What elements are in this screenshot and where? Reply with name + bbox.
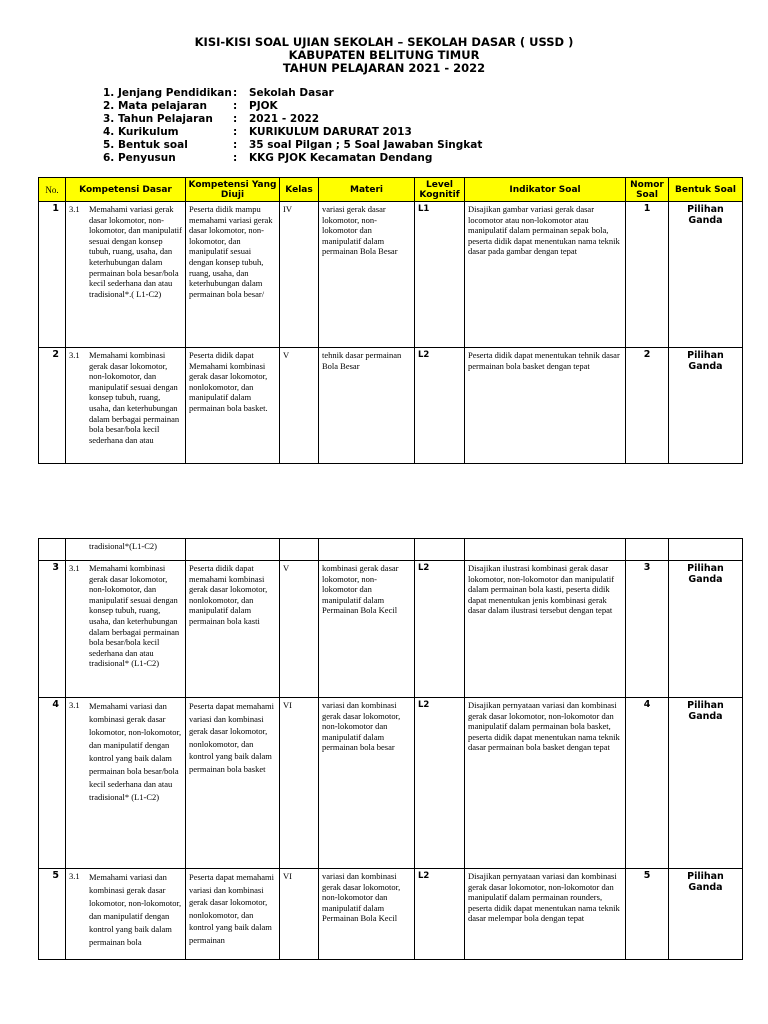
cell-nomor (626, 539, 669, 561)
header-materi: Materi (319, 178, 415, 202)
cell-nomor: 1 (626, 202, 669, 348)
cell-level: L2 (415, 561, 465, 698)
cell-level: L2 (415, 869, 465, 960)
cell-nomor: 2 (626, 348, 669, 464)
header-bentuk-soal: Bentuk Soal (669, 178, 743, 202)
info-label: 2. Mata pelajaran (103, 100, 207, 112)
cell-no (39, 539, 66, 561)
info-row-tahun (103, 113, 482, 126)
cell-kelas (280, 539, 319, 561)
cell-nomor: 3 (626, 561, 669, 698)
info-row-bentuk-soal (103, 139, 482, 152)
cell-no: 4 (39, 698, 66, 869)
cell-bentuk: Pilihan Ganda (669, 202, 743, 348)
cell-no: 3 (39, 561, 66, 698)
kd-code: 3.1 (69, 350, 80, 360)
table-row (39, 698, 743, 869)
document-info-list (103, 87, 482, 165)
cell-materi: variasi gerak dasar lokomotor, non-lokomotor dan manipulatif dalam permainan Bola Besar (319, 202, 415, 348)
cell-kompetensi-diuji: Peserta didik dapat memahami kombinasi gerak dasar lokomotor, nonlokomotor, dan manipulatif dalam permainan bola kasti (186, 561, 280, 698)
cell-materi: kombinasi gerak dasar lokomotor, non-lokomotor dan manipulatif dalam Permainan Bola Kecil (319, 561, 415, 698)
kisi-kisi-table-page-1 (38, 177, 743, 464)
cell-level: L2 (415, 698, 465, 869)
header-indikator-soal: Indikator Soal (465, 178, 626, 202)
cell-kompetensi-diuji: Peserta didik mampu memahami variasi gerak dasar lokomotor, non-lokomotor, dan manipulatif sesuai dengan konsep tubuh, ruang, usaha, dan keterhubungan dalam permainan bola besar/ (186, 202, 280, 348)
kd-text: Memahami variasi gerak dasar lokomotor, non-lokomotor, dan manipulatif sesuai dengan konsep tubuh, ruang, usaha, dan keterhubungan dalam permainan bola besar/bola kecil sederhana dan atau tradisional*.( L1-C2) (89, 204, 182, 299)
cell-indikator (465, 539, 626, 561)
cell-kelas: VI (280, 698, 319, 869)
cell-kompetensi-dasar (66, 202, 186, 348)
cell-kompetensi-dasar (66, 561, 186, 698)
table-row (39, 348, 743, 464)
kd-text: Memahami kombinasi gerak dasar lokomotor, non-lokomotor, dan manipulatif sesuai dengan konsep tubuh, ruang, usaha, dan keterhubungan dalam berbagai permainan bola besar/bola kecil sederhana dan atau (89, 350, 180, 445)
header-kompetensi-diuji: Kompetensi Yang Diuji (186, 178, 280, 202)
cell-no: 1 (39, 202, 66, 348)
cell-materi (319, 539, 415, 561)
kisi-kisi-table-page-2 (38, 538, 743, 960)
cell-kompetensi-dasar (66, 869, 186, 960)
cell-bentuk: Pilihan Ganda (669, 869, 743, 960)
cell-indikator: Disajikan ilustrasi kombinasi gerak dasar lokomotor, non-lokomotor dan manipulatif dalam permainan bola kasti, peserta didik dapat menentukan jenis kombinasi gerak dasar dalam ilustrasi tersebut dengan tepat (465, 561, 626, 698)
info-label: 1. Jenjang Pendidikan (103, 87, 232, 99)
cell-kompetensi-diuji: Peserta didik dapat Memahami kombinasi gerak dasar lokomotor, nonlokomotor, dan manipulatif dalam permainan bola basket. (186, 348, 280, 464)
cell-indikator: Disajikan pernyataan variasi dan kombinasi gerak dasar lokomotor, non-lokomotor dan manipulatif dalam permainan rounders, peserta didik dapat menentukan nama teknik dasar melempar bola dengan tepat (465, 869, 626, 960)
info-row-mapel (103, 100, 482, 113)
cell-level: L2 (415, 348, 465, 464)
info-value: Sekolah Dasar (249, 87, 334, 99)
kd-code: 3.1 (69, 204, 80, 214)
cell-materi: variasi dan kombinasi gerak dasar lokomotor, non-lokomotor dan manipulatif dalam permainan bola besar (319, 698, 415, 869)
info-colon: : (233, 100, 238, 112)
cell-level: L1 (415, 202, 465, 348)
continuation-row (39, 539, 743, 561)
cell-kelas: VI (280, 869, 319, 960)
cell-indikator: Disajikan gambar variasi gerak dasar locomotor atau non-lokomotor atau manipulatif dalam permainan sepak bola, peserta didik dapat menentukan nama teknik dasar pada gambar dengan tepat (465, 202, 626, 348)
cell-nomor: 5 (626, 869, 669, 960)
kd-code: 3.1 (69, 700, 80, 710)
kd-text-continuation: tradisional*(L1-C2) (89, 541, 157, 551)
info-label: 5. Bentuk soal (103, 139, 188, 151)
info-value: 2021 - 2022 (249, 113, 320, 125)
info-value: 35 soal Pilgan ; 5 Soal Jawaban Singkat (249, 139, 483, 151)
table-row (39, 561, 743, 698)
info-row-penyusun (103, 152, 482, 165)
cell-kompetensi-diuji: Peserta dapat memahami variasi dan kombinasi gerak dasar lokomotor, nonlokomotor, dan kontrol yang baik dalam permainan (186, 869, 280, 960)
info-row-jenjang (103, 87, 482, 100)
cell-kompetensi-dasar (66, 348, 186, 464)
document-title-line-3: TAHUN PELAJARAN 2021 - 2022 (282, 61, 486, 75)
cell-kompetensi-diuji (186, 539, 280, 561)
cell-level (415, 539, 465, 561)
cell-bentuk (669, 539, 743, 561)
kd-code: 3.1 (69, 563, 80, 573)
kd-code: 3.1 (69, 871, 80, 881)
info-colon: : (233, 87, 238, 99)
header-kelas: Kelas (280, 178, 319, 202)
cell-kelas: V (280, 561, 319, 698)
cell-materi: tehnik dasar permainan Bola Besar (319, 348, 415, 464)
document-title-line-1: KISI-KISI SOAL UJIAN SEKOLAH – SEKOLAH DASAR ( USSD ) (194, 35, 574, 49)
table-header-row (39, 178, 743, 202)
cell-indikator: Peserta didik dapat menentukan tehnik dasar permainan bola basket dengan tepat (465, 348, 626, 464)
document-title-line-2: KABUPATEN BELITUNG TIMUR (288, 48, 480, 62)
cell-no: 5 (39, 869, 66, 960)
cell-bentuk: Pilihan Ganda (669, 698, 743, 869)
header-level-kognitif: Level Kognitif (415, 178, 465, 202)
cell-kelas: V (280, 348, 319, 464)
cell-kompetensi-dasar (66, 539, 186, 561)
info-value: KURIKULUM DARURAT 2013 (249, 126, 412, 138)
info-value: PJOK (249, 100, 278, 112)
table-row (39, 869, 743, 960)
kd-code-spacer (69, 541, 89, 552)
info-colon: : (233, 139, 238, 151)
table-row (39, 202, 743, 348)
cell-indikator: Disajikan pernyataan variasi dan kombinasi gerak dasar lokomotor, non-lokomotor dan manipulatif dalam permainan bola basket, peserta didik dapat menentukan nama teknik dasar permainan bola basket dengan tepat (465, 698, 626, 869)
kd-text: Memahami kombinasi gerak dasar lokomotor, non-lokomotor, dan manipulatif sesuai dengan konsep tubuh, ruang, usaha, dan keterhubungan dalam berbagai permainan bola besar/bola kecil sederhana dan atau tradisional* (L1-C2) (89, 563, 180, 669)
info-label: 6. Penyusun (103, 152, 176, 164)
cell-nomor: 4 (626, 698, 669, 869)
info-colon: : (233, 126, 238, 138)
cell-kompetensi-diuji: Peserta dapat memahami variasi dan kombinasi gerak dasar lokomotor, nonlokomotor, dan kontrol yang baik dalam permainan bola basket (186, 698, 280, 869)
info-value: KKG PJOK Kecamatan Dendang (249, 152, 433, 164)
cell-bentuk: Pilihan Ganda (669, 561, 743, 698)
info-colon: : (233, 113, 238, 125)
cell-kelas: IV (280, 202, 319, 348)
cell-materi: variasi dan kombinasi gerak dasar lokomotor, non-lokomotor dan manipulatif dalam Permainan Bola Kecil (319, 869, 415, 960)
cell-kompetensi-dasar (66, 698, 186, 869)
cell-no: 2 (39, 348, 66, 464)
kd-text: Memahami variasi dan kombinasi gerak dasar lokomotor, non-lokomotor, dan manipulatif dengan kontrol yang baik dalam permainan bola besar/bola kecil sederhana dan atau tradisional* (L1-C2) (89, 701, 182, 802)
info-label: 4. Kurikulum (103, 126, 179, 138)
info-colon: : (233, 152, 238, 164)
info-label: 3. Tahun Pelajaran (103, 113, 213, 125)
header-nomor-soal: Nomor Soal (626, 178, 669, 202)
header-kompetensi-dasar: Kompetensi Dasar (66, 178, 186, 202)
cell-bentuk: Pilihan Ganda (669, 348, 743, 464)
header-no: No. (39, 178, 66, 202)
kd-text: Memahami variasi dan kombinasi gerak dasar lokomotor, non-lokomotor, dan manipulatif dengan kontrol yang baik dalam permainan bola (89, 872, 182, 947)
info-row-kurikulum (103, 126, 482, 139)
